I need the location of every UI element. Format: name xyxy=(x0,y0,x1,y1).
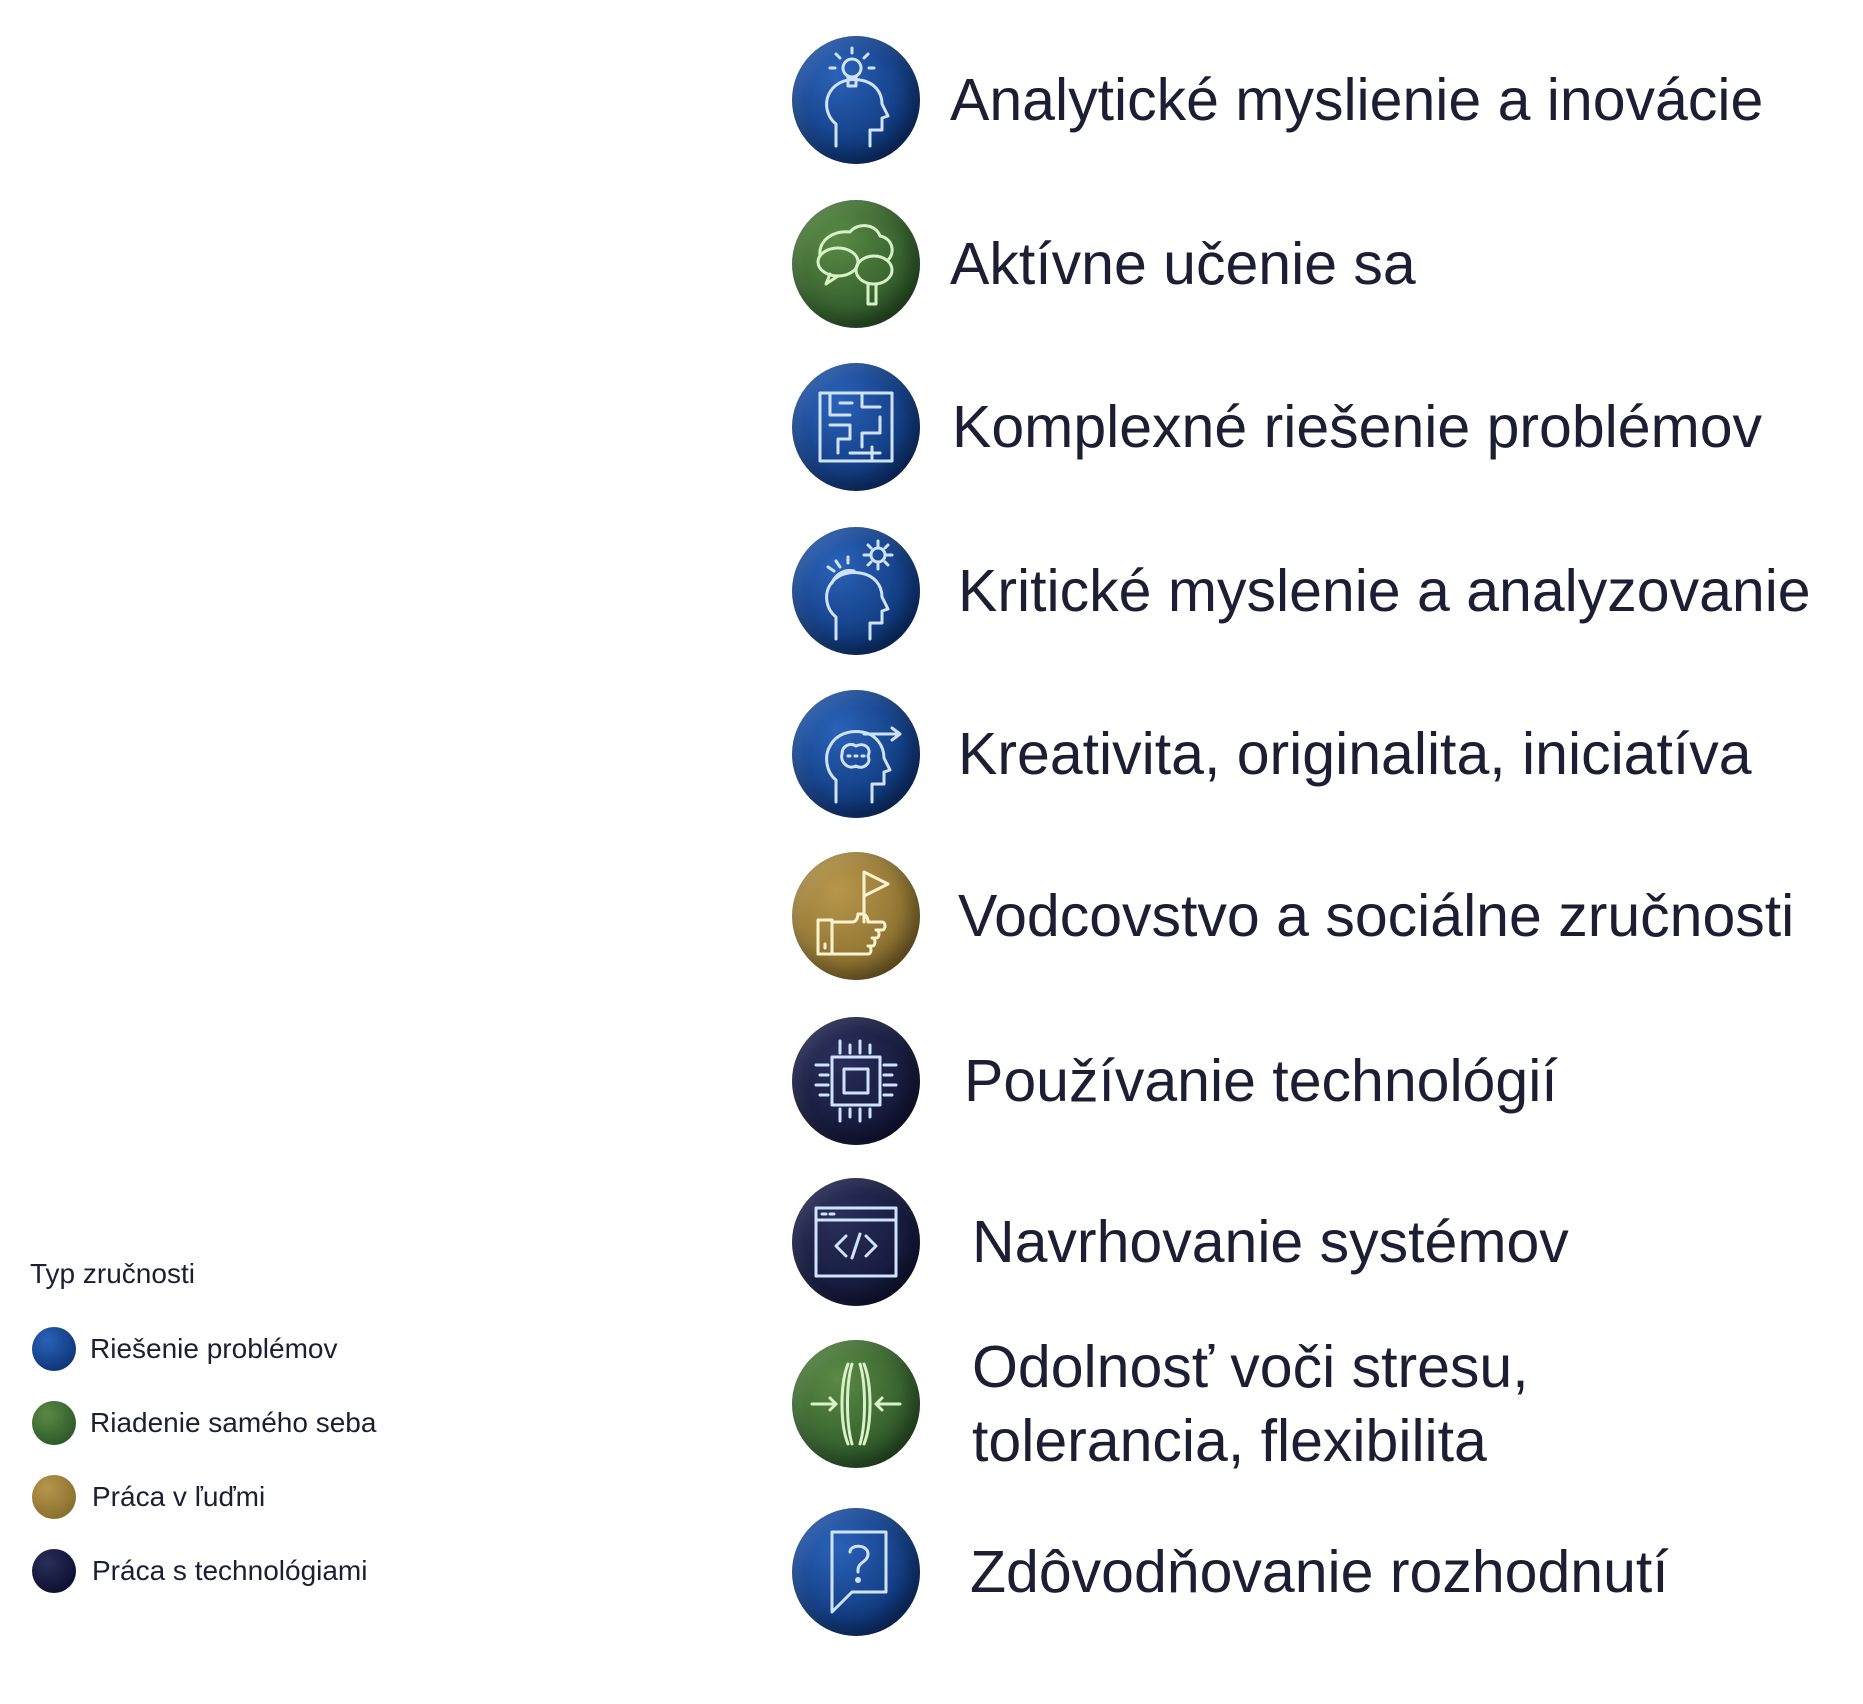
working-with-people-badge xyxy=(792,852,920,980)
problem-solving-badge xyxy=(792,1508,920,1636)
code-window-icon xyxy=(792,1178,920,1306)
skill-item-creativity xyxy=(792,690,1852,822)
skill-item-leadership xyxy=(792,852,1852,984)
skill-item-technology-use xyxy=(792,1017,1852,1149)
legend-dot xyxy=(32,1549,76,1593)
skill-label xyxy=(972,1334,1863,1474)
skill-label: Aktívne učenie sa xyxy=(950,231,1416,297)
technology-badge xyxy=(792,1017,920,1145)
question-bubble-icon xyxy=(792,1508,920,1636)
skill-label: Zdôvodňovanie rozhodnutí xyxy=(970,1539,1669,1605)
legend-item-self-management xyxy=(32,1400,532,1446)
skill-item-active-learning xyxy=(792,200,1852,332)
skill-label-line2: tolerancia, flexibilita xyxy=(972,1408,1487,1474)
legend-dot xyxy=(32,1475,76,1519)
legend-label: Práca s technológiami xyxy=(92,1555,368,1586)
technology-badge xyxy=(792,1178,920,1306)
microchip-icon xyxy=(792,1017,920,1145)
legend-dot xyxy=(32,1327,76,1371)
skill-label: Komplexné riešenie problémov xyxy=(952,394,1763,460)
legend-item-problem-solving xyxy=(32,1326,532,1372)
problem-solving-badge xyxy=(792,363,920,491)
pressure-arrows-icon xyxy=(792,1340,920,1468)
skill-item-systems-design xyxy=(792,1178,1852,1310)
self-management-badge xyxy=(792,1340,920,1468)
skill-label: Kreativita, originalita, iniciatíva xyxy=(958,721,1752,787)
head-arrow-icon xyxy=(792,690,920,818)
skill-item-decision-reasoning xyxy=(792,1508,1852,1640)
legend-label: Riešenie problémov xyxy=(90,1333,338,1364)
legend-item-working-with-people xyxy=(32,1474,532,1520)
self-management-badge xyxy=(792,200,920,328)
problem-solving-badge xyxy=(792,527,920,655)
hand-flag-icon xyxy=(792,852,920,980)
legend-item-technology xyxy=(32,1548,532,1594)
skill-item-analytical-thinking xyxy=(792,36,1852,168)
skill-item-stress-resilience xyxy=(792,1334,1852,1474)
skill-item-critical-thinking xyxy=(792,527,1852,659)
legend-dot xyxy=(32,1401,76,1445)
lightbulb-head-icon xyxy=(792,36,920,164)
problem-solving-badge xyxy=(792,36,920,164)
skill-label: Používanie technológií xyxy=(964,1048,1558,1114)
legend-title: Typ zručnosti xyxy=(30,1258,195,1289)
skill-label: Vodcovstvo a sociálne zručnosti xyxy=(958,883,1795,949)
skill-label-line1: Odolnosť voči stresu, xyxy=(972,1334,1529,1400)
brain-speech-bubbles-icon xyxy=(792,200,920,328)
problem-solving-badge xyxy=(792,690,920,818)
skill-label: Navrhovanie systémov xyxy=(972,1209,1569,1275)
head-gears-icon xyxy=(792,527,920,655)
skill-label: Kritické myslenie a analyzovanie xyxy=(958,558,1811,624)
legend-label: Riadenie samého seba xyxy=(90,1407,377,1438)
legend-label: Práca v ľuďmi xyxy=(92,1481,266,1512)
skill-label: Analytické myslienie a inovácie xyxy=(950,67,1764,133)
skill-item-complex-problem-solving xyxy=(792,363,1852,495)
maze-icon xyxy=(792,363,920,491)
